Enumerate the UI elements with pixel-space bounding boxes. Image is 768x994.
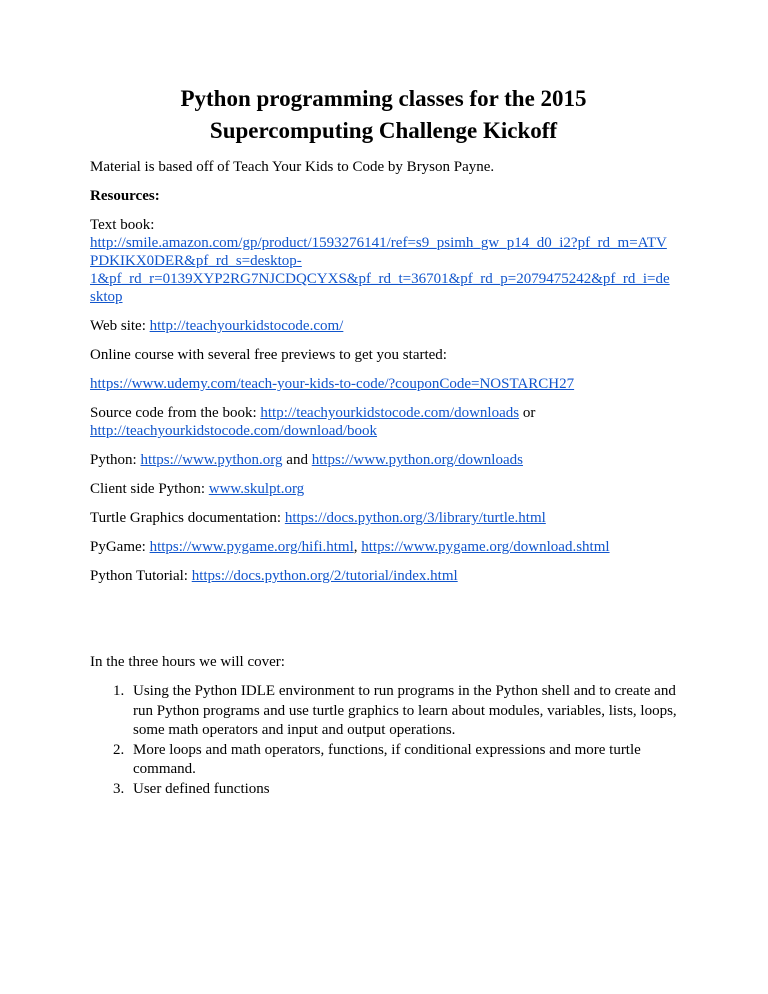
python-link-2[interactable]: https://www.python.org/downloads [311,452,523,468]
tutorial-label: Python Tutorial: [90,568,192,584]
textbook-label: Text book: [90,217,155,233]
agenda-item-1: 1. Using the Python IDLE environment to run programs in the Python shell and to create and run Python programs and use turtle graphics to learn about modules, variables, lists, loops, some math operators and input and output operations. [128,682,677,741]
intro-paragraph: Material is based off of Teach Your Kids to Code by Bryson Payne. [90,159,495,175]
title-line-2: Supercomputing Challenge Kickoff [209,118,558,143]
document-title [90,83,677,147]
udemy-paragraph [90,375,677,393]
tutorial-link[interactable]: https://docs.python.org/2/tutorial/index.html [191,568,458,584]
agenda-heading: In the three hours we will cover: [90,654,285,670]
textbook-link[interactable] [90,234,677,306]
textbook-link-line-3: 1&pf_rd_r=0139XYP2RG7NJCDQCYXS&pf_rd_t=36701&pf_rd_p=2079475242&pf_rd_i=de [90,271,670,287]
pygame-paragraph [90,538,677,556]
textbook-link-line-2: PDKIKX0DER&pf_rd_s=desktop- [90,253,302,269]
resources-heading: Resources: [90,188,160,204]
online-course-paragraph: Online course with several free previews to get you started: [90,347,447,363]
pygame-link-2[interactable]: https://www.pygame.org/download.shtml [361,539,610,555]
turtle-docs-link[interactable]: https://docs.python.org/3/library/turtle.html [284,510,546,526]
python-middle: and [282,452,312,468]
source-code-link-1[interactable]: http://teachyourkidstocode.com/downloads [260,405,520,421]
skulpt-link[interactable]: www.skulpt.org [208,481,305,497]
source-code-paragraph [90,404,677,440]
client-side-paragraph [90,480,677,498]
website-link[interactable]: http://teachyourkidstocode.com/ [149,318,344,334]
source-code-label: Source code from the book: [90,405,261,421]
agenda-item-2: 2. More loops and math operators, functions, if conditional expressions and more turtle command. [128,741,677,780]
website-label: Web site: [90,318,150,334]
title-line-1: Python programming classes for the 2015 [180,86,587,111]
source-code-middle: or [519,405,536,421]
agenda-item-3: 3. User defined functions [128,780,677,800]
textbook-link-line-4: sktop [90,289,123,305]
textbook-link-line-1: http://smile.amazon.com/gp/product/1593276141/ref=s9_psimh_gw_p14_d0_i2?pf_rd_m=ATV [90,235,667,251]
pygame-middle: , [353,539,362,555]
pygame-label: PyGame: [90,539,150,555]
udemy-link[interactable]: https://www.udemy.com/teach-your-kids-to-code/?couponCode=NOSTARCH27 [90,376,575,392]
python-link-1[interactable]: https://www.python.org [140,452,283,468]
pygame-link-1[interactable]: https://www.pygame.org/hifi.html [149,539,354,555]
python-label: Python: [90,452,141,468]
client-side-label: Client side Python: [90,481,209,497]
agenda-list [90,682,677,799]
python-paragraph [90,451,677,469]
turtle-docs-label: Turtle Graphics documentation: [90,510,285,526]
tutorial-paragraph [90,567,677,585]
source-code-link-2[interactable]: http://teachyourkidstocode.com/download/book [90,423,378,439]
turtle-docs-paragraph [90,509,677,527]
textbook-paragraph [90,216,677,306]
website-paragraph [90,317,677,335]
